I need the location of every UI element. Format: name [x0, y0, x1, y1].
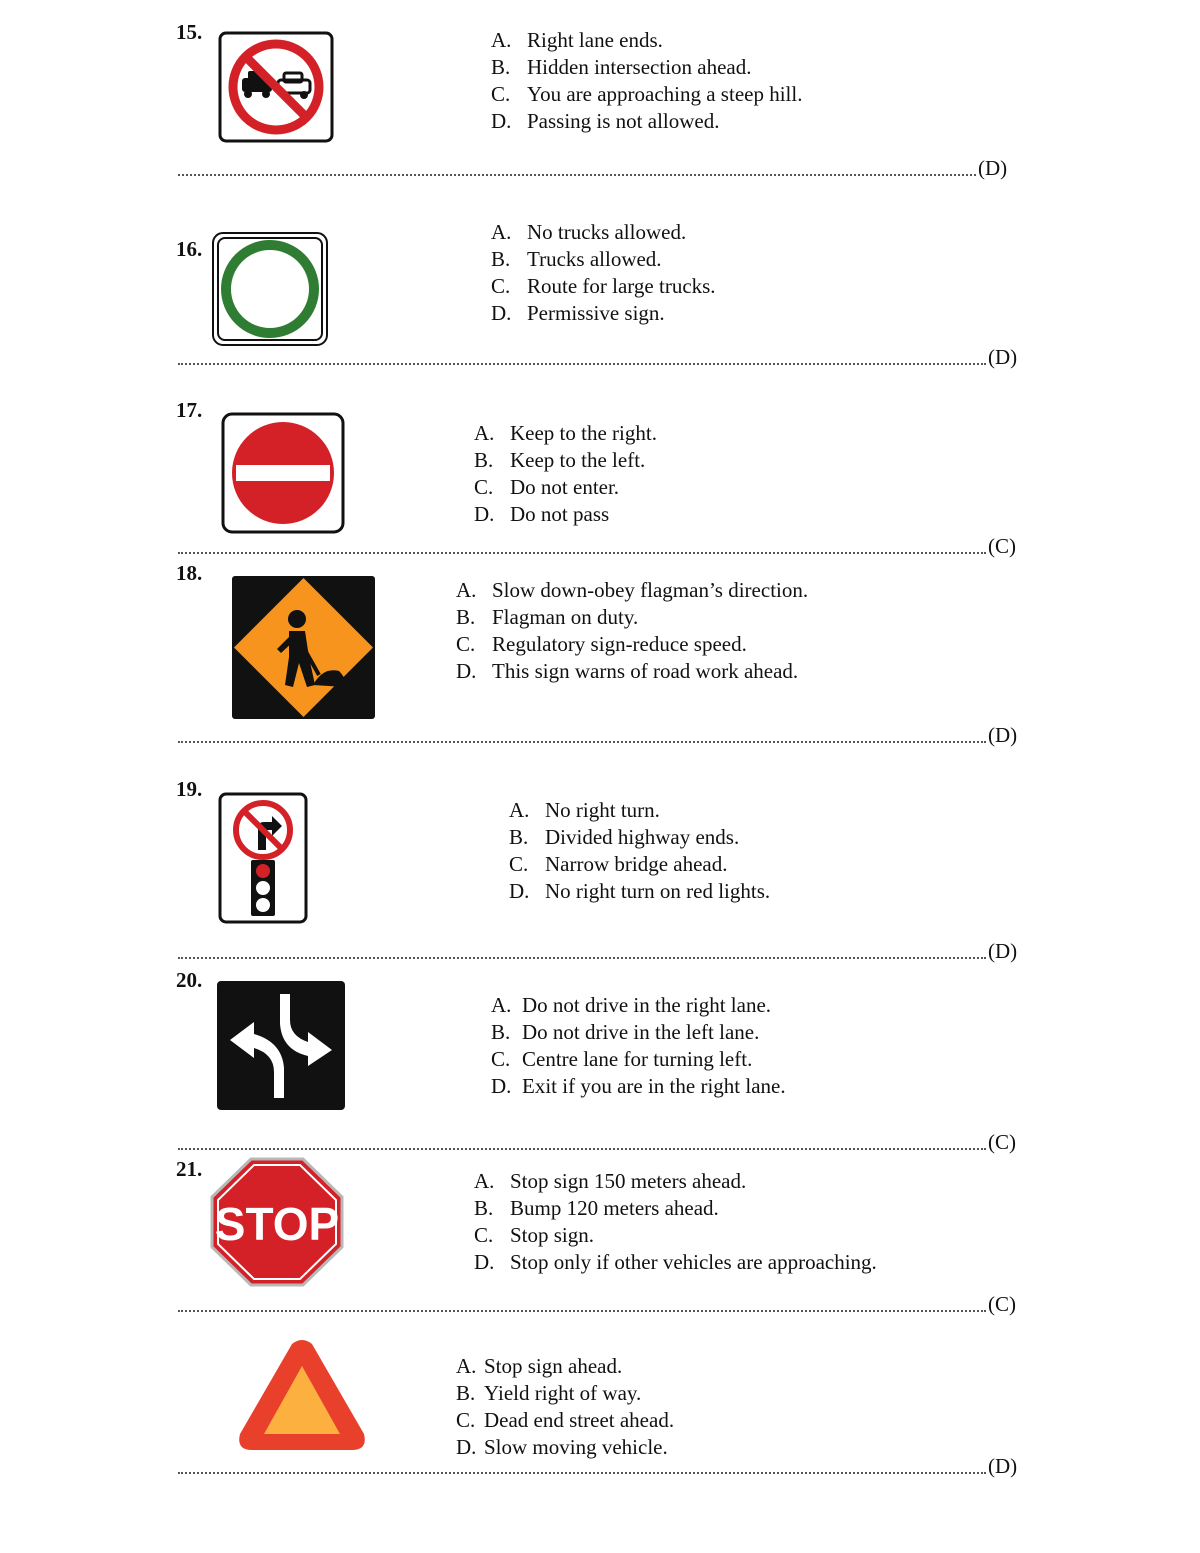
question-number: 21. [176, 1157, 203, 1181]
option-c: C. Stop sign. [474, 1223, 595, 1247]
road-work-sign-icon [231, 575, 376, 720]
option-d: D. Exit if you are in the right lane. [491, 1074, 786, 1098]
option-a: A. Stop sign ahead. [456, 1354, 623, 1378]
option-a: A. Do not drive in the right lane. [491, 993, 772, 1017]
two-way-left-turn-lane-sign-icon [216, 980, 346, 1111]
correct-answer: (D) [978, 156, 1008, 180]
correct-answer: (D) [988, 1454, 1018, 1478]
option-d: D. Do not pass [474, 502, 610, 526]
option-c: C. Do not enter. [474, 475, 620, 499]
option-c: C. You are approaching a steep hill. [491, 82, 803, 106]
option-b: B. Do not drive in the left lane. [491, 1020, 760, 1044]
answer-options [491, 992, 786, 1100]
slow-moving-vehicle-sign-icon [236, 1338, 368, 1454]
option-c: C. Route for large trucks. [491, 274, 716, 298]
question-number: 20. [176, 968, 203, 992]
option-c: C. Centre lane for turning left. [491, 1047, 753, 1071]
option-c: C. Dead end street ahead. [456, 1408, 675, 1432]
do-not-enter-sign-icon [221, 412, 345, 534]
option-d: D. No right turn on red lights. [509, 879, 771, 903]
correct-answer: (D) [988, 723, 1018, 747]
answer-options [474, 420, 657, 528]
answer-options [456, 1353, 674, 1461]
question-number: 15. [176, 20, 203, 44]
option-b: B. Yield right of way. [456, 1381, 642, 1405]
option-b: B. Bump 120 meters ahead. [474, 1196, 719, 1220]
option-d: D. Slow moving vehicle. [456, 1435, 668, 1459]
stop-sign-text: STOP [214, 1198, 340, 1250]
option-a: A. Stop sign 150 meters ahead. [474, 1169, 747, 1193]
option-a: A. No trucks allowed. [491, 220, 687, 244]
option-c: C. Regulatory sign-reduce speed. [456, 632, 747, 656]
option-d: D. Stop only if other vehicles are approaching. [474, 1250, 877, 1274]
dotted-leader [178, 957, 986, 959]
option-a: A. Right lane ends. [491, 28, 663, 52]
option-b: B. Keep to the left. [474, 448, 646, 472]
option-d: D. Permissive sign. [491, 301, 665, 325]
option-d: D. Passing is not allowed. [491, 109, 720, 133]
option-b: B. Divided highway ends. [509, 825, 740, 849]
question-number: 16. [176, 237, 203, 261]
option-a: A. Slow down-obey flagman’s direction. [456, 578, 809, 602]
option-d: D. This sign warns of road work ahead. [456, 659, 799, 683]
answer-options [456, 577, 808, 685]
dotted-leader [178, 741, 986, 743]
permissive-sign-icon [211, 231, 329, 347]
option-b: B. Hidden intersection ahead. [491, 55, 752, 79]
answer-options [509, 797, 770, 905]
option-b: B. Flagman on duty. [456, 605, 639, 629]
answer-options [491, 219, 716, 327]
question-number: 18. [176, 561, 203, 585]
correct-answer: (C) [988, 1292, 1016, 1316]
dotted-leader [178, 1148, 986, 1150]
no-passing-sign-icon [218, 31, 334, 143]
option-a: A. Keep to the right. [474, 421, 657, 445]
option-b: B. Trucks allowed. [491, 247, 662, 271]
correct-answer: (D) [988, 345, 1018, 369]
question-number: 17. [176, 398, 203, 422]
question-number: 19. [176, 777, 203, 801]
dotted-leader [178, 1310, 986, 1312]
correct-answer: (C) [988, 1130, 1016, 1154]
dotted-leader [178, 552, 986, 554]
no-right-turn-on-red-sign-icon [218, 792, 308, 924]
answer-options [474, 1168, 877, 1276]
answer-options [491, 27, 802, 135]
stop-sign-icon [210, 1157, 344, 1287]
dotted-leader [178, 1472, 986, 1474]
option-c: C. Narrow bridge ahead. [509, 852, 728, 876]
dotted-leader [178, 363, 986, 365]
dotted-leader [178, 174, 976, 176]
correct-answer: (C) [988, 534, 1016, 558]
correct-answer: (D) [988, 939, 1018, 963]
option-a: A. No right turn. [509, 798, 660, 822]
